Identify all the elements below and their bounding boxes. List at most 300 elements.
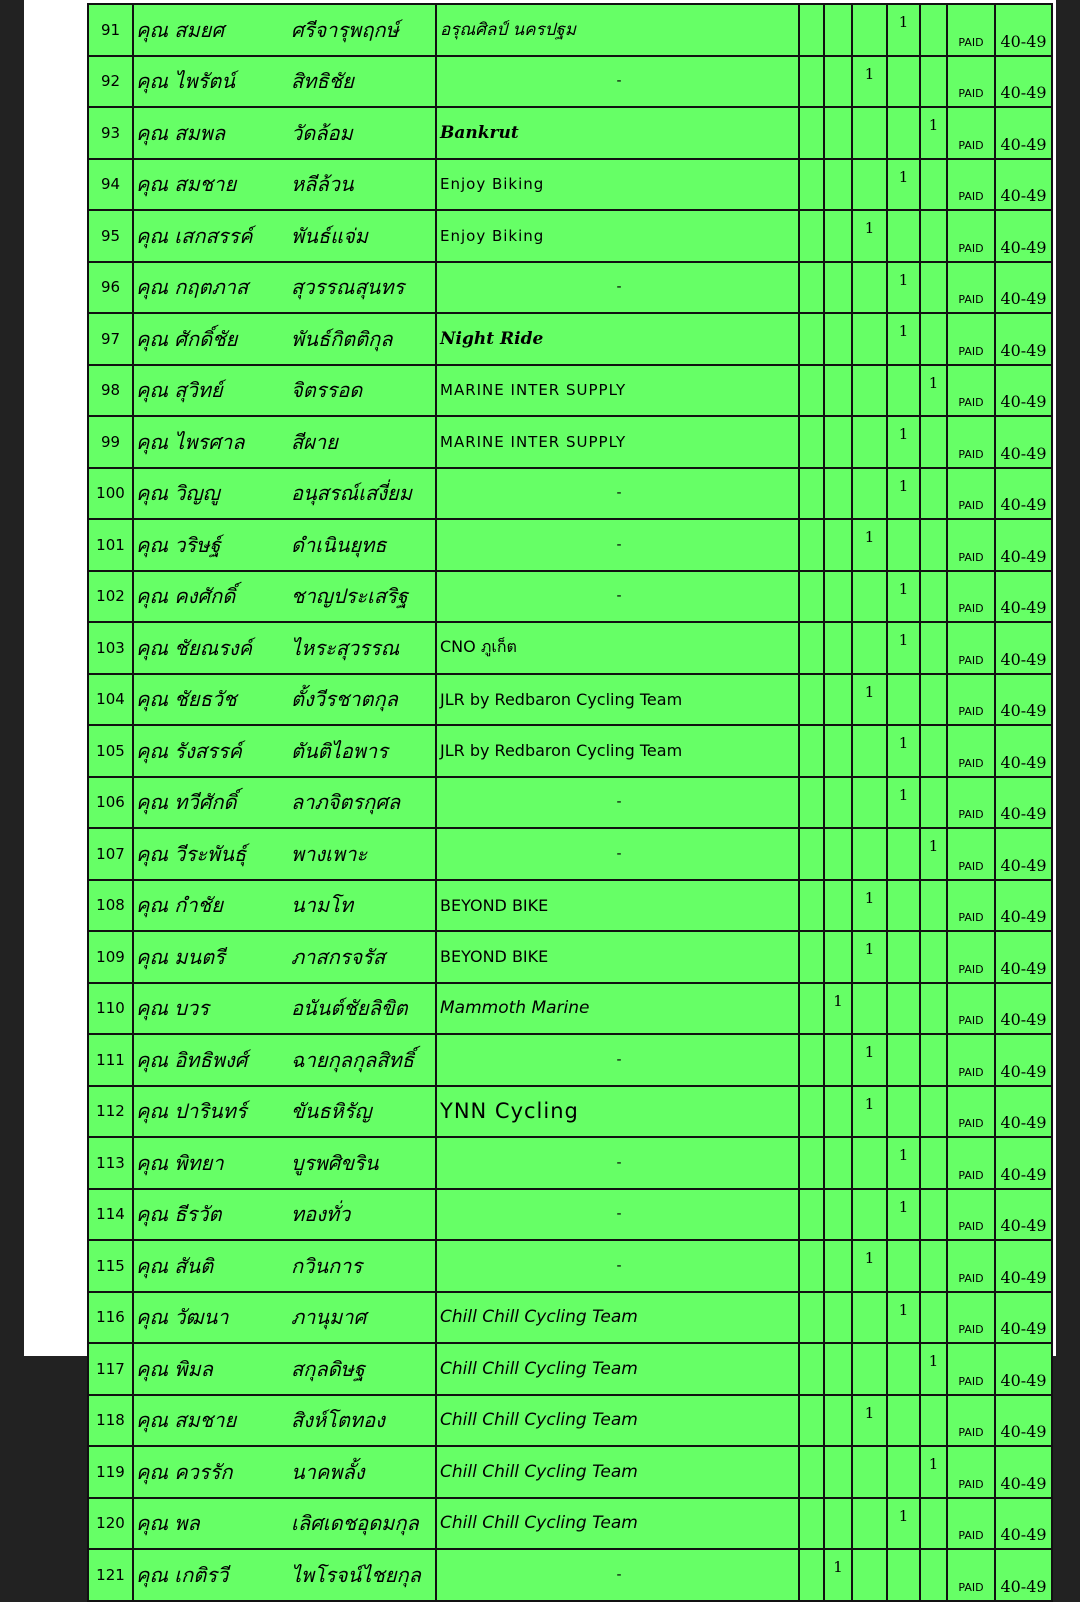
count-cell-3 xyxy=(852,313,887,365)
count-cell-5 xyxy=(920,1034,947,1086)
table-row xyxy=(88,365,1052,417)
age-group: 40-49 xyxy=(995,622,1052,674)
age-group: 40-49 xyxy=(995,210,1052,262)
table-row xyxy=(88,725,1052,777)
first-name: คุณ สมยศ xyxy=(133,4,291,56)
age-group: 40-49 xyxy=(995,1034,1052,1086)
row-number: 102 xyxy=(88,571,133,623)
team-name: Chill Chill Cycling Team xyxy=(436,1446,799,1498)
count-cell-1 xyxy=(799,1395,824,1447)
team-name: - xyxy=(436,571,799,623)
team-name: Chill Chill Cycling Team xyxy=(436,1343,799,1395)
age-group: 40-49 xyxy=(995,777,1052,829)
payment-status: PAID xyxy=(947,416,995,468)
count-cell-3 xyxy=(852,262,887,314)
first-name: คุณ วริษฐ์ xyxy=(133,519,291,571)
team-name: - xyxy=(436,519,799,571)
age-group: 40-49 xyxy=(995,1240,1052,1292)
last-name: อนันต์ชัยลิขิต xyxy=(291,983,436,1035)
row-number: 120 xyxy=(88,1498,133,1550)
row-number: 98 xyxy=(88,365,133,417)
count-cell-3 xyxy=(852,468,887,520)
count-cell-2 xyxy=(824,1498,852,1550)
first-name: คุณ ชัยธวัช xyxy=(133,674,291,726)
count-cell-4 xyxy=(887,931,920,983)
count-cell-4 xyxy=(887,828,920,880)
age-group: 40-49 xyxy=(995,56,1052,108)
count-cell-3 xyxy=(852,1292,887,1344)
team-name: - xyxy=(436,468,799,520)
count-cell-5: 1 xyxy=(920,1446,947,1498)
first-name: คุณ อิทธิพงศ์ xyxy=(133,1034,291,1086)
age-group: 40-49 xyxy=(995,519,1052,571)
count-cell-1 xyxy=(799,571,824,623)
row-number: 95 xyxy=(88,210,133,262)
count-cell-3: 1 xyxy=(852,1086,887,1138)
count-cell-2 xyxy=(824,313,852,365)
count-cell-2: 1 xyxy=(824,1549,852,1601)
age-group: 40-49 xyxy=(995,1446,1052,1498)
table-row xyxy=(88,1189,1052,1241)
count-cell-1 xyxy=(799,519,824,571)
row-number: 110 xyxy=(88,983,133,1035)
age-group: 40-49 xyxy=(995,983,1052,1035)
last-name: นาคพลั้ง xyxy=(291,1446,436,1498)
payment-status: PAID xyxy=(947,1034,995,1086)
first-name: คุณ ชัยณรงค์ xyxy=(133,622,291,674)
count-cell-2 xyxy=(824,1292,852,1344)
payment-status: PAID xyxy=(947,107,995,159)
row-number: 114 xyxy=(88,1189,133,1241)
last-name: นามโท xyxy=(291,880,436,932)
count-cell-4 xyxy=(887,1446,920,1498)
count-cell-3 xyxy=(852,1137,887,1189)
age-group: 40-49 xyxy=(995,159,1052,211)
count-cell-3: 1 xyxy=(852,880,887,932)
count-cell-3 xyxy=(852,365,887,417)
row-number: 109 xyxy=(88,931,133,983)
count-cell-5: 1 xyxy=(920,365,947,417)
count-cell-5 xyxy=(920,159,947,211)
count-cell-3: 1 xyxy=(852,931,887,983)
table-row xyxy=(88,880,1052,932)
payment-status: PAID xyxy=(947,1498,995,1550)
team-name: - xyxy=(436,1549,799,1601)
payment-status: PAID xyxy=(947,262,995,314)
count-cell-2 xyxy=(824,880,852,932)
table-row xyxy=(88,1086,1052,1138)
team-name: YNN Cycling xyxy=(436,1086,799,1138)
count-cell-5: 1 xyxy=(920,1343,947,1395)
age-group: 40-49 xyxy=(995,416,1052,468)
first-name: คุณ เสกสรรค์ xyxy=(133,210,291,262)
row-number: 108 xyxy=(88,880,133,932)
page-background xyxy=(24,0,1056,1596)
count-cell-1 xyxy=(799,416,824,468)
age-group: 40-49 xyxy=(995,1086,1052,1138)
count-cell-2 xyxy=(824,1343,852,1395)
count-cell-1 xyxy=(799,365,824,417)
first-name: คุณ เกติรวี xyxy=(133,1549,291,1601)
count-cell-5 xyxy=(920,571,947,623)
count-cell-5 xyxy=(920,725,947,777)
first-name: คุณ ไพรศาล xyxy=(133,416,291,468)
age-group: 40-49 xyxy=(995,1343,1052,1395)
count-cell-2 xyxy=(824,107,852,159)
row-number: 103 xyxy=(88,622,133,674)
count-cell-2 xyxy=(824,1395,852,1447)
first-name: คุณ สมชาย xyxy=(133,1395,291,1447)
count-cell-1 xyxy=(799,622,824,674)
count-cell-4: 1 xyxy=(887,4,920,56)
payment-status: PAID xyxy=(947,571,995,623)
count-cell-5 xyxy=(920,1086,947,1138)
count-cell-3: 1 xyxy=(852,56,887,108)
count-cell-5 xyxy=(920,262,947,314)
participant-table xyxy=(87,3,1053,1602)
table-row xyxy=(88,210,1052,262)
count-cell-4: 1 xyxy=(887,1189,920,1241)
team-name: Chill Chill Cycling Team xyxy=(436,1292,799,1344)
table-row xyxy=(88,931,1052,983)
payment-status: PAID xyxy=(947,880,995,932)
row-number: 113 xyxy=(88,1137,133,1189)
first-name: คุณ สมพล xyxy=(133,107,291,159)
count-cell-1 xyxy=(799,56,824,108)
table-row xyxy=(88,1446,1052,1498)
count-cell-4: 1 xyxy=(887,1498,920,1550)
first-name: คุณ สมชาย xyxy=(133,159,291,211)
count-cell-1 xyxy=(799,880,824,932)
count-cell-1 xyxy=(799,1446,824,1498)
last-name: อนุสรณ์เสงี่ยม xyxy=(291,468,436,520)
payment-status: PAID xyxy=(947,1086,995,1138)
count-cell-3 xyxy=(852,107,887,159)
count-cell-5 xyxy=(920,1498,947,1550)
team-name: - xyxy=(436,1034,799,1086)
age-group: 40-49 xyxy=(995,1549,1052,1601)
count-cell-4: 1 xyxy=(887,777,920,829)
count-cell-5 xyxy=(920,1189,947,1241)
row-number: 93 xyxy=(88,107,133,159)
payment-status: PAID xyxy=(947,1549,995,1601)
count-cell-3 xyxy=(852,777,887,829)
first-name: คุณ ไพรัตน์ xyxy=(133,56,291,108)
count-cell-4 xyxy=(887,1086,920,1138)
count-cell-2 xyxy=(824,622,852,674)
count-cell-1 xyxy=(799,1086,824,1138)
last-name: ทองทั่ว xyxy=(291,1189,436,1241)
row-number: 100 xyxy=(88,468,133,520)
count-cell-3: 1 xyxy=(852,1395,887,1447)
payment-status: PAID xyxy=(947,519,995,571)
count-cell-5 xyxy=(920,313,947,365)
payment-status: PAID xyxy=(947,983,995,1035)
count-cell-2 xyxy=(824,519,852,571)
first-name: คุณ บวร xyxy=(133,983,291,1035)
count-cell-4 xyxy=(887,365,920,417)
team-name: - xyxy=(436,262,799,314)
count-cell-5 xyxy=(920,468,947,520)
count-cell-3: 1 xyxy=(852,210,887,262)
count-cell-2 xyxy=(824,159,852,211)
table-row xyxy=(88,828,1052,880)
row-number: 115 xyxy=(88,1240,133,1292)
last-name: กวินการ xyxy=(291,1240,436,1292)
table-row xyxy=(88,1549,1052,1601)
count-cell-4 xyxy=(887,1549,920,1601)
table-row xyxy=(88,56,1052,108)
team-name: Enjoy Biking xyxy=(436,159,799,211)
last-name: สุวรรณสุนทร xyxy=(291,262,436,314)
table-row xyxy=(88,1395,1052,1447)
payment-status: PAID xyxy=(947,1189,995,1241)
last-name: ศรีจารุพฤกษ์ xyxy=(291,4,436,56)
last-name: บูรพศิขริน xyxy=(291,1137,436,1189)
count-cell-5 xyxy=(920,1292,947,1344)
first-name: คุณ ศักดิ์ชัย xyxy=(133,313,291,365)
table-row xyxy=(88,159,1052,211)
count-cell-4: 1 xyxy=(887,416,920,468)
last-name: ดำเนินยุทธ xyxy=(291,519,436,571)
count-cell-1 xyxy=(799,313,824,365)
row-number: 112 xyxy=(88,1086,133,1138)
count-cell-2 xyxy=(824,1189,852,1241)
last-name: เลิศเดชอุดมกุล xyxy=(291,1498,436,1550)
count-cell-5 xyxy=(920,1240,947,1292)
count-cell-1 xyxy=(799,262,824,314)
row-number: 94 xyxy=(88,159,133,211)
count-cell-3 xyxy=(852,1343,887,1395)
last-name: สิงห์โตทอง xyxy=(291,1395,436,1447)
count-cell-3: 1 xyxy=(852,674,887,726)
count-cell-5: 1 xyxy=(920,828,947,880)
count-cell-4: 1 xyxy=(887,571,920,623)
last-name: หลีล้วน xyxy=(291,159,436,211)
count-cell-4 xyxy=(887,674,920,726)
row-number: 101 xyxy=(88,519,133,571)
first-name: คุณ วัฒนา xyxy=(133,1292,291,1344)
count-cell-2 xyxy=(824,1034,852,1086)
count-cell-1 xyxy=(799,931,824,983)
count-cell-4: 1 xyxy=(887,262,920,314)
count-cell-4: 1 xyxy=(887,468,920,520)
count-cell-2 xyxy=(824,1240,852,1292)
count-cell-5 xyxy=(920,1395,947,1447)
count-cell-3 xyxy=(852,1549,887,1601)
count-cell-3 xyxy=(852,1446,887,1498)
table-row xyxy=(88,1240,1052,1292)
count-cell-3 xyxy=(852,416,887,468)
age-group: 40-49 xyxy=(995,1292,1052,1344)
count-cell-4: 1 xyxy=(887,1292,920,1344)
team-name: - xyxy=(436,1137,799,1189)
payment-status: PAID xyxy=(947,725,995,777)
count-cell-1 xyxy=(799,1549,824,1601)
first-name: คุณ ธีรวัต xyxy=(133,1189,291,1241)
count-cell-4 xyxy=(887,56,920,108)
count-cell-1 xyxy=(799,4,824,56)
last-name: ขันธหิรัญ xyxy=(291,1086,436,1138)
last-name: ฉายกุลกุลสิทธิ์ xyxy=(291,1034,436,1086)
age-group: 40-49 xyxy=(995,262,1052,314)
count-cell-5 xyxy=(920,56,947,108)
count-cell-1 xyxy=(799,1343,824,1395)
row-number: 107 xyxy=(88,828,133,880)
count-cell-2 xyxy=(824,1137,852,1189)
payment-status: PAID xyxy=(947,4,995,56)
count-cell-1 xyxy=(799,777,824,829)
first-name: คุณ มนตรี xyxy=(133,931,291,983)
count-cell-3: 1 xyxy=(852,1034,887,1086)
table-row xyxy=(88,107,1052,159)
team-name: JLR by Redbaron Cycling Team xyxy=(436,674,799,726)
count-cell-4 xyxy=(887,1343,920,1395)
count-cell-1 xyxy=(799,828,824,880)
last-name: พันธ์แจ่ม xyxy=(291,210,436,262)
count-cell-1 xyxy=(799,1240,824,1292)
count-cell-1 xyxy=(799,1292,824,1344)
payment-status: PAID xyxy=(947,56,995,108)
last-name: จิตรรอด xyxy=(291,365,436,417)
count-cell-4 xyxy=(887,519,920,571)
team-name: BEYOND BIKE xyxy=(436,880,799,932)
payment-status: PAID xyxy=(947,622,995,674)
last-name: ตันติไอพาร xyxy=(291,725,436,777)
row-number: 92 xyxy=(88,56,133,108)
payment-status: PAID xyxy=(947,1240,995,1292)
team-name: Chill Chill Cycling Team xyxy=(436,1498,799,1550)
count-cell-2 xyxy=(824,416,852,468)
count-cell-2 xyxy=(824,674,852,726)
count-cell-1 xyxy=(799,1137,824,1189)
age-group: 40-49 xyxy=(995,468,1052,520)
row-number: 104 xyxy=(88,674,133,726)
count-cell-2 xyxy=(824,777,852,829)
count-cell-3: 1 xyxy=(852,1240,887,1292)
count-cell-5 xyxy=(920,1549,947,1601)
payment-status: PAID xyxy=(947,931,995,983)
row-number: 97 xyxy=(88,313,133,365)
team-name: Enjoy Biking xyxy=(436,210,799,262)
table-row xyxy=(88,674,1052,726)
age-group: 40-49 xyxy=(995,725,1052,777)
last-name: ชาญประเสริฐ xyxy=(291,571,436,623)
count-cell-3: 1 xyxy=(852,519,887,571)
age-group: 40-49 xyxy=(995,1395,1052,1447)
age-group: 40-49 xyxy=(995,1189,1052,1241)
payment-status: PAID xyxy=(947,365,995,417)
first-name: คุณ ทวีศักดิ์ xyxy=(133,777,291,829)
count-cell-1 xyxy=(799,468,824,520)
age-group: 40-49 xyxy=(995,1137,1052,1189)
count-cell-2 xyxy=(824,1446,852,1498)
count-cell-4: 1 xyxy=(887,1137,920,1189)
team-name: CNO ภูเก็ต xyxy=(436,622,799,674)
table-row xyxy=(88,416,1052,468)
row-number: 119 xyxy=(88,1446,133,1498)
count-cell-3 xyxy=(852,983,887,1035)
team-name: - xyxy=(436,777,799,829)
count-cell-3 xyxy=(852,571,887,623)
count-cell-2 xyxy=(824,56,852,108)
last-name: สกุลดิษฐ xyxy=(291,1343,436,1395)
row-number: 106 xyxy=(88,777,133,829)
last-name: ตั้งวีรชาตกุล xyxy=(291,674,436,726)
count-cell-2 xyxy=(824,365,852,417)
count-cell-2 xyxy=(824,931,852,983)
last-name: สิทธิชัย xyxy=(291,56,436,108)
first-name: คุณ สันติ xyxy=(133,1240,291,1292)
payment-status: PAID xyxy=(947,674,995,726)
age-group: 40-49 xyxy=(995,571,1052,623)
team-name: Chill Chill Cycling Team xyxy=(436,1395,799,1447)
count-cell-3 xyxy=(852,4,887,56)
first-name: คุณ พิมล xyxy=(133,1343,291,1395)
payment-status: PAID xyxy=(947,468,995,520)
row-number: 111 xyxy=(88,1034,133,1086)
payment-status: PAID xyxy=(947,1137,995,1189)
row-number: 118 xyxy=(88,1395,133,1447)
count-cell-1 xyxy=(799,1498,824,1550)
team-name: MARINE INTER SUPPLY xyxy=(436,365,799,417)
payment-status: PAID xyxy=(947,1446,995,1498)
table-row xyxy=(88,468,1052,520)
row-number: 121 xyxy=(88,1549,133,1601)
count-cell-5 xyxy=(920,4,947,56)
team-name: JLR by Redbaron Cycling Team xyxy=(436,725,799,777)
count-cell-2 xyxy=(824,725,852,777)
count-cell-3 xyxy=(852,828,887,880)
payment-status: PAID xyxy=(947,828,995,880)
last-name: สีผาย xyxy=(291,416,436,468)
last-name: พันธ์กิตติกุล xyxy=(291,313,436,365)
table-row xyxy=(88,262,1052,314)
count-cell-5 xyxy=(920,1137,947,1189)
count-cell-2: 1 xyxy=(824,983,852,1035)
team-name: BEYOND BIKE xyxy=(436,931,799,983)
count-cell-3 xyxy=(852,725,887,777)
payment-status: PAID xyxy=(947,1395,995,1447)
count-cell-4 xyxy=(887,1034,920,1086)
count-cell-1 xyxy=(799,674,824,726)
first-name: คุณ รังสรรค์ xyxy=(133,725,291,777)
team-name: อรุณศิลป์ นครปฐม xyxy=(436,4,799,56)
count-cell-5 xyxy=(920,777,947,829)
team-name: - xyxy=(436,1240,799,1292)
payment-status: PAID xyxy=(947,777,995,829)
count-cell-2 xyxy=(824,828,852,880)
age-group: 40-49 xyxy=(995,1498,1052,1550)
payment-status: PAID xyxy=(947,1292,995,1344)
count-cell-4 xyxy=(887,1395,920,1447)
count-cell-3 xyxy=(852,159,887,211)
count-cell-5 xyxy=(920,880,947,932)
count-cell-5 xyxy=(920,416,947,468)
table-row xyxy=(88,1137,1052,1189)
team-name: - xyxy=(436,828,799,880)
count-cell-1 xyxy=(799,983,824,1035)
payment-status: PAID xyxy=(947,159,995,211)
table-row xyxy=(88,313,1052,365)
first-name: คุณ พล xyxy=(133,1498,291,1550)
row-number: 117 xyxy=(88,1343,133,1395)
age-group: 40-49 xyxy=(995,880,1052,932)
table-row xyxy=(88,1343,1052,1395)
count-cell-4 xyxy=(887,983,920,1035)
age-group: 40-49 xyxy=(995,107,1052,159)
last-name: ลาภจิตรกุศล xyxy=(291,777,436,829)
